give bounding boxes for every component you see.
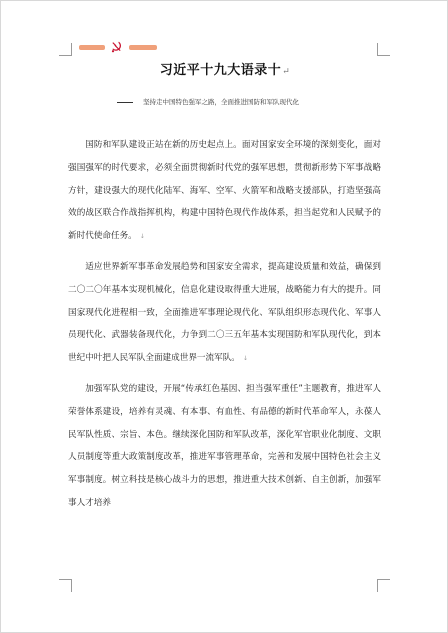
header-banner bbox=[79, 40, 157, 54]
margin-corner-bottom-left bbox=[59, 579, 72, 592]
paragraph bbox=[68, 378, 381, 515]
paragraph-text: 国防和军队建设正站在新的历史起点上。面对国家安全环境的深刻变化，面对强国强军的时代要求，必须全面贯彻新时代党的强军思想，贯彻新形势下军事战略方针，建设强大的现代化陆军、海军、空军、火箭军和战略支援部队，打造坚强高效的战区联合作战指挥机构，构建中国特色现代作战体系，担当起党和人民赋予的新时代使命任务。 bbox=[68, 140, 381, 242]
margin-corner-top-left bbox=[59, 43, 72, 56]
paragraph-mark-icon: ↓ bbox=[139, 233, 145, 241]
hammer-sickle-icon bbox=[108, 40, 126, 54]
paragraph-mark-icon: ↵ bbox=[282, 67, 291, 77]
paragraph-mark-icon: ↓ bbox=[242, 355, 248, 363]
document-body bbox=[68, 134, 381, 522]
document-subtitle bbox=[117, 97, 299, 106]
paragraph bbox=[68, 134, 381, 249]
banner-bar-left bbox=[79, 45, 105, 50]
paragraph-text: 适应世界新军事革命发展趋势和国家安全需求，提高建设质量和效益，确保到二〇二〇年基本实现机械化，信息化建设取得重大进展，战略能力有大的提升。同国家现代化进程相一致，全面推进军事理论现代化、军队组织形态现代化、军事人员现代化、武器装备现代化，力争到二〇三五年基本实现国防和军队现代化，到本世纪中叶把人民军队全面建成世界一流军队。 bbox=[68, 261, 381, 364]
subtitle-dash bbox=[117, 102, 133, 103]
margin-corner-top-right bbox=[377, 43, 390, 56]
margin-corner-bottom-right bbox=[377, 579, 390, 592]
paragraph-text: 加强军队党的建设，开展“传承红色基因、担当强军重任”主题教育，推进军人荣誉体系建设，培养有灵魂、有本事、有血性、有品德的新时代革命军人，永葆人民军队性质、宗旨、本色。继续深化国防和军队改革，深化军官职业化制度、文职人员制度等重大政策制度改革，推进军事管理革命，完善和发展中国特色社会主义军事制度。树立科技是核心战斗力的思想，推进重大技术创新、自主创新，加强军事人才培养 bbox=[68, 383, 381, 508]
paragraph bbox=[68, 256, 381, 371]
document-title-text: 习近平十九大语录十 bbox=[159, 63, 282, 78]
subtitle-text: 坚持走中国特色强军之路，全面推进国防和军队现代化 bbox=[143, 98, 299, 106]
banner-bar-right bbox=[129, 45, 157, 50]
document-title bbox=[1, 59, 448, 78]
